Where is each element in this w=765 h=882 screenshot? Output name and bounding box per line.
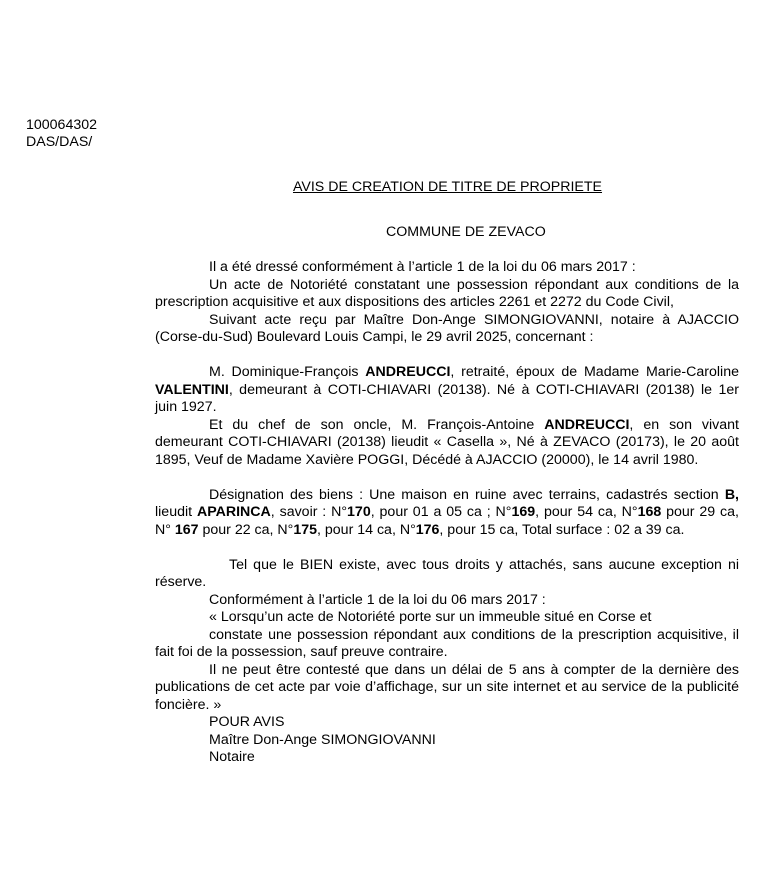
deed-paragraph: Suivant acte reçu par Maître Don-Ange SIMONGIOVANNI, notaire à AJACCIO (Corse-du-Sud) Boulevard Louis Campi, le 29 avril 2025, concernant : xyxy=(155,311,739,345)
document-title: AVIS DE CREATION DE TITRE DE PROPRIETE xyxy=(292,179,603,195)
uncle-text: Et du chef de son oncle, M. François-Antoine xyxy=(209,416,545,433)
law-reference-paragraph: Conformément à l’article 1 de la loi du 06 mars 2017 : xyxy=(209,591,546,608)
property-text: pour 22 ca, N° xyxy=(198,521,294,538)
place-name: APARINCA xyxy=(196,504,271,520)
uncle-surname: ANDREUCCI xyxy=(544,416,630,433)
reference-code: DAS/DAS/ xyxy=(26,134,93,150)
uncle-text: , en son vivant demeurant COTI-CHIAVARI (20138) lieudit « Casella », Né à ZEVACO (20173), le 20 août 1895, Veuf de Madame Xavière POGGI, Décédé à AJACCIO (20000), le 14 avril 1980. xyxy=(155,416,739,468)
notary-name: Maître Don-Ange SIMONGIOVANNI xyxy=(209,731,436,748)
parcel-number: 169 xyxy=(511,504,536,520)
parcel-number: 170 xyxy=(347,504,371,520)
commune-heading: COMMUNE DE ZEVACO xyxy=(386,224,546,240)
owner-text: , retraité, époux de Madame Marie-Caroline xyxy=(450,364,739,380)
property-paragraph xyxy=(155,487,739,540)
closing-pour-avis: POUR AVIS xyxy=(209,714,285,730)
property-text: , pour 54 ca, N° xyxy=(535,504,638,520)
rights-paragraph: Tel que le BIEN existe, avec tous droits y attachés, sans aucune exception ni réserve. xyxy=(155,556,739,590)
quote-first-line: « Lorsqu’un acte de Notoriété porte sur un immeuble situé en Corse et xyxy=(209,609,652,625)
owner-surname: ANDREUCCI xyxy=(365,364,451,380)
notice-body xyxy=(155,259,739,767)
intro-paragraph: Il a été dressé conformément à l’article 1 de la loi du 06 mars 2017 : xyxy=(209,259,636,275)
parcel-number: 167 xyxy=(174,521,199,538)
parcel-number: 175 xyxy=(293,521,318,538)
section-code: B, xyxy=(724,486,739,503)
notoriety-paragraph: Un acte de Notoriété constatant une possession répondant aux conditions de la prescription acquisitive et aux dispositions des articles 2261 et 2272 du Code Civil, xyxy=(155,276,739,310)
property-text: pour 29 ca, N° xyxy=(155,504,739,538)
quote-paragraph: constate une possession répondant aux conditions de la prescription acquisitive, il fait foi de la possession, sauf preuve contraire. xyxy=(155,626,739,660)
property-text: , pour 01 a 05 ca ; N° xyxy=(370,504,512,520)
notary-title: Notaire xyxy=(209,749,255,765)
parcel-number: 176 xyxy=(415,521,440,538)
property-text: , pour 14 ca, N° xyxy=(317,521,416,538)
property-text: lieudit xyxy=(155,504,197,520)
owner-paragraph xyxy=(155,364,739,417)
owner-text: , demeurant à COTI-CHIAVARI (20138). Né à COTI-CHIAVARI (20138) le 1er juin 1927. xyxy=(155,381,739,415)
reference-number: 100064302 xyxy=(26,117,98,133)
contest-paragraph: Il ne peut être contesté que dans un délai de 5 ans à compter de la dernière des publications de cet acte par voie d’affichage, sur un site internet et au service de la publicité foncière. » xyxy=(155,661,739,713)
property-text: , pour 15 ca, Total surface : 02 a 39 ca. xyxy=(439,521,685,538)
spouse-surname: VALENTINI xyxy=(155,381,229,398)
uncle-paragraph xyxy=(155,417,739,470)
owner-text: M. Dominique-François xyxy=(209,364,366,380)
property-text: , savoir : N° xyxy=(270,504,348,520)
reference-block xyxy=(26,117,97,151)
parcel-number: 168 xyxy=(637,504,662,520)
property-text: Désignation des biens : Une maison en ruine avec terrains, cadastrés section xyxy=(209,486,725,503)
